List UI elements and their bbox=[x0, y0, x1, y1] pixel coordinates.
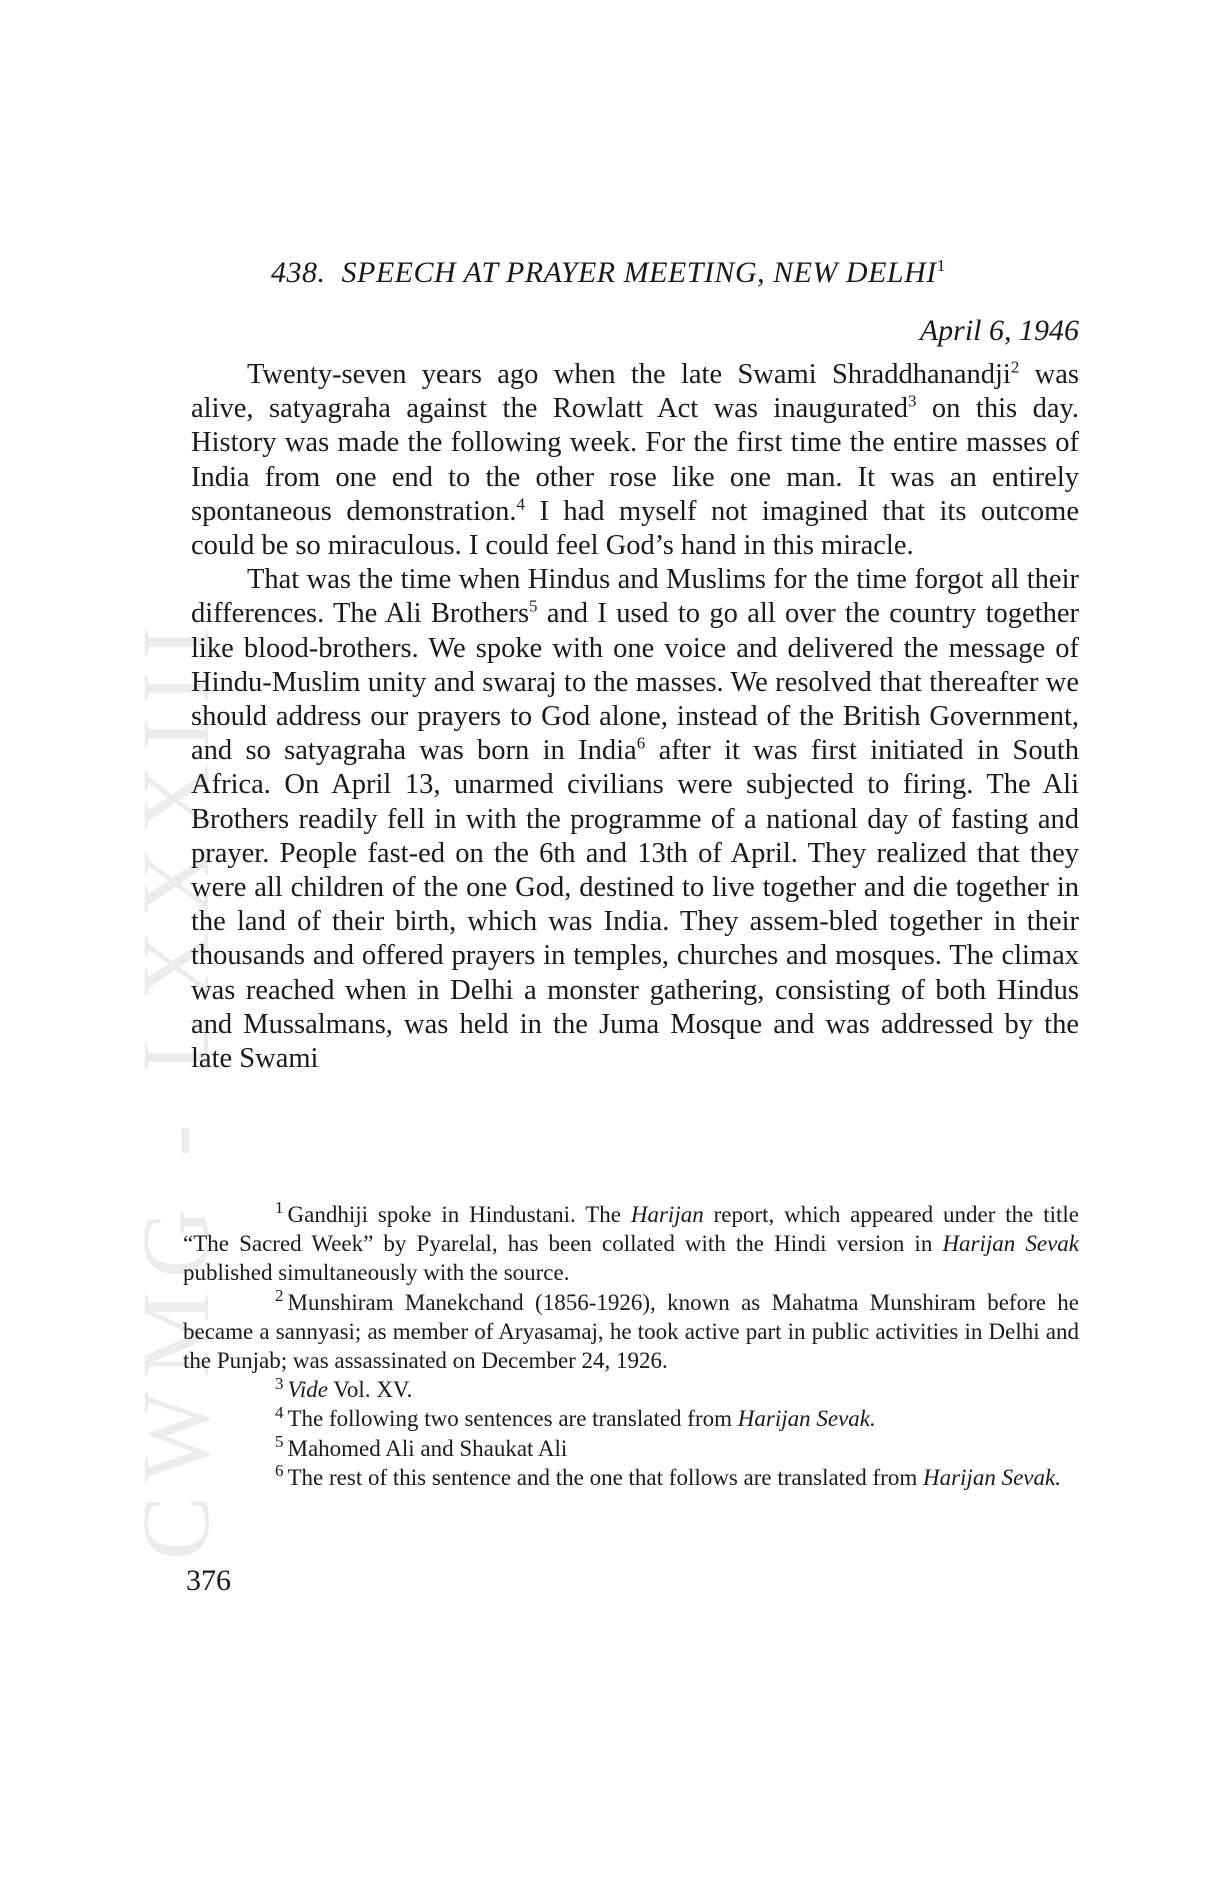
italic-text: Harijan Sevak. bbox=[737, 1406, 876, 1432]
text-segment: The following two sentences are translated from bbox=[287, 1406, 738, 1432]
footnote-reference: 5 bbox=[529, 596, 538, 616]
footnote-number: 3 bbox=[275, 1373, 284, 1393]
footnote bbox=[183, 1285, 1079, 1376]
italic-text: Harijan bbox=[630, 1202, 704, 1227]
paragraph bbox=[191, 358, 1079, 563]
footnote bbox=[183, 1404, 1079, 1433]
text-segment: was alive, satyagraha against the Rowlatt Act was inaugurated bbox=[191, 359, 1079, 425]
heading-title: SPEECH AT PRAYER MEETING, NEW DELHI bbox=[341, 256, 937, 289]
text-segment: Mahomed Ali and Shaukat Ali bbox=[287, 1435, 568, 1461]
footnote-reference: 4 bbox=[516, 494, 526, 514]
italic-text: Harijan Sevak bbox=[942, 1231, 1080, 1257]
text-segment: I had myself not imagined that its outcome could be so miraculous. I could feel God’s hand in this miracle. bbox=[191, 495, 1079, 562]
text-segment: The rest of this sentence and the one that follows are translated from bbox=[287, 1464, 923, 1490]
page-number: 376 bbox=[186, 1564, 231, 1597]
footnote-number: 1 bbox=[275, 1198, 284, 1218]
text-segment: Twenty-seven years ago when the late Swami Shraddhanandji bbox=[247, 359, 1011, 390]
footnote bbox=[183, 1375, 1079, 1404]
text-segment: Munshiram Manekchand (1856-1926), known as Mahatma Munshiram before he became a sannyasi; as member of Aryasamaj, he took active part in public activities in Delhi and the Punjab; was assassinated on December 24, 1926. bbox=[183, 1289, 1079, 1374]
footnote-reference: 6 bbox=[636, 733, 646, 753]
italic-text: Harijan Sevak. bbox=[922, 1464, 1061, 1490]
text-segment: published simultaneously with the source. bbox=[183, 1260, 570, 1286]
text-segment: That was the time when Hindus and Muslims for the time forgot all their differences. The Ali Brothers bbox=[191, 564, 1079, 630]
text-segment: report, which appeared under the title “The Sacred Week” by Pyarelal, has been collated with the Hindi version in bbox=[183, 1202, 1079, 1257]
text-segment: Gandhiji spoke in Hindustani. The bbox=[287, 1202, 631, 1227]
footnotes-section bbox=[183, 1200, 1079, 1492]
paragraph bbox=[191, 563, 1079, 1076]
text-segment: on this day. History was made the following week. For the first time the entire masses of India from one end to the other rose like one man. It was an entirely spontaneous demonstration. bbox=[191, 393, 1079, 527]
text-segment: Vol. XV. bbox=[327, 1377, 413, 1403]
speech-date: April 6, 1946 bbox=[919, 314, 1079, 347]
footnote-reference: 2 bbox=[1010, 357, 1020, 377]
page-heading bbox=[271, 256, 1079, 290]
footnote-number: 4 bbox=[275, 1402, 284, 1422]
watermark-text: CWMG - LXXXIII bbox=[122, 612, 229, 1560]
footnote bbox=[183, 1463, 1079, 1492]
heading-number: 438. bbox=[271, 256, 326, 289]
speech-body bbox=[191, 358, 1079, 1076]
footnote-number: 2 bbox=[275, 1285, 284, 1305]
text-segment: and I used to go all over the country together like blood-brothers. We spoke with one voice and delivered the message of Hindu-Muslim unity and swaraj to the masses. We resolved that thereafter we should address our prayers to God alone, instead of the British Government, and so satyagraha was born in India bbox=[191, 598, 1079, 767]
heading-footnote-ref: 1 bbox=[936, 256, 946, 275]
footnote-reference: 3 bbox=[907, 391, 917, 411]
footnote-number: 5 bbox=[275, 1431, 284, 1451]
italic-text: Vide bbox=[287, 1377, 328, 1403]
footnote bbox=[183, 1431, 1079, 1463]
text-segment: after it was first initiated in South Africa. On April 13, unarmed civilians were subjected to firing. The Ali Brothers readily fell in with the programme of a national day of fasting and prayer. People fast-ed on the 6th and 13th of April. They realized that they were all children of the one God, destined to live together and die together in the land of their birth, which was India. They assem-bled together in their thousands and offered prayers in temples, churches and mosques. The climax was reached when in Delhi a monster gathering, consisting of both Hindus and Mussalmans, was held in the Juma Mosque and was addressed by the late Swami bbox=[191, 735, 1079, 1075]
footnote-number: 6 bbox=[275, 1461, 284, 1481]
footnote bbox=[183, 1200, 1079, 1288]
